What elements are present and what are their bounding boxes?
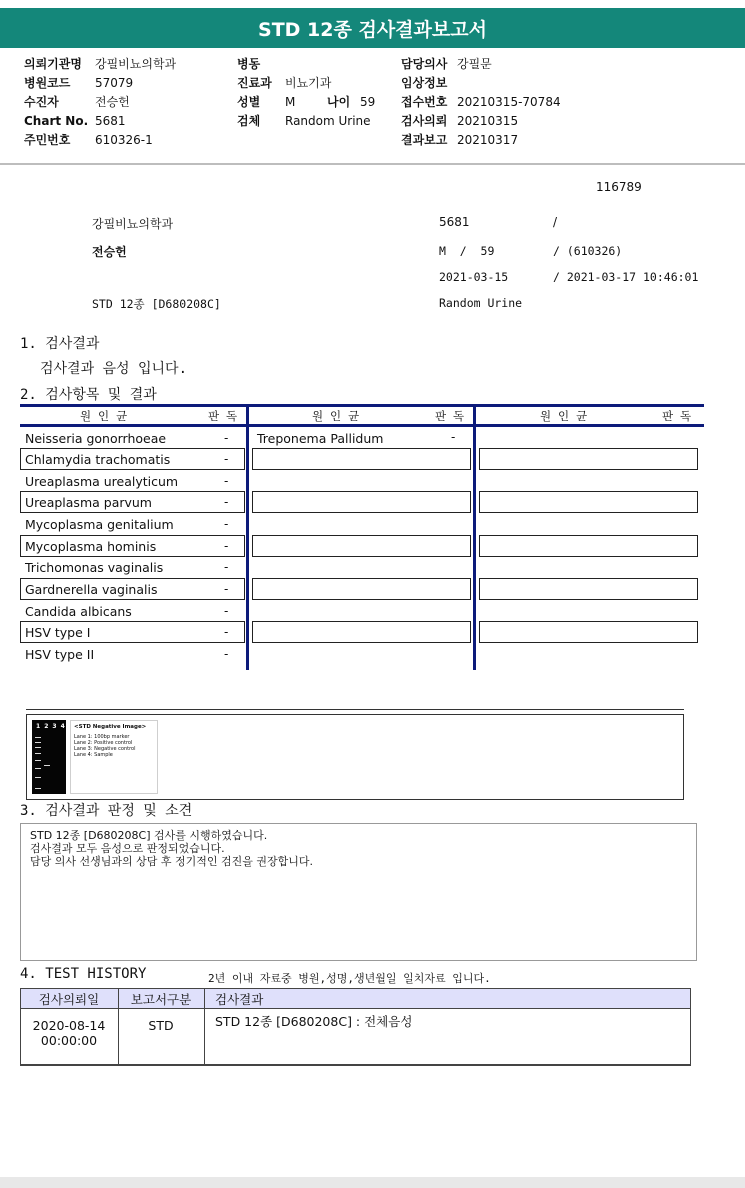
header-label: 주민번호: [24, 133, 71, 147]
lane-number: 2: [44, 723, 53, 730]
section2-title: 2. 검사항목 및 결과: [20, 387, 157, 403]
table-row-box: [479, 578, 698, 600]
header-row: [24, 55, 234, 74]
gel-image: [32, 720, 69, 794]
gel-bands: [32, 720, 66, 794]
table-row-box: [252, 491, 471, 513]
history-header-date: 검사의뢰일: [38, 992, 100, 1007]
history-col-divider: [204, 988, 205, 1066]
pathogen-name: Treponema Pallidum: [257, 431, 384, 446]
id-number: 116789: [596, 180, 642, 194]
pathogen-result: -: [224, 474, 229, 488]
pathogen-result: -: [224, 560, 229, 574]
info-test: STD 12종 [D680208C]: [92, 297, 221, 311]
gel-legend-line: Lane 4: Sample: [74, 752, 113, 758]
header-row: [237, 55, 397, 74]
header-label: 병동: [237, 57, 261, 71]
opinion-line: STD 12종 [D680208C] 검사를 시행하였습니다.: [30, 829, 268, 842]
header-label: 임상정보: [401, 76, 448, 90]
header-value: 610326-1: [95, 133, 153, 147]
table-row-box: [252, 535, 471, 557]
gel-legend-title: <STD Negative Image>: [74, 724, 147, 730]
opinion-line: 담당 의사 선생님과의 상담 후 정기적인 검진을 권장합니다.: [30, 855, 313, 868]
header-label: 담당의사: [401, 57, 448, 71]
pathogen-result: -: [451, 430, 456, 444]
age-label: 나이: [327, 95, 351, 109]
table-row-box: [479, 535, 698, 557]
header-row: [401, 74, 601, 93]
pathogen-name: HSV type I: [25, 625, 91, 640]
pathogen-name: Candida albicans: [25, 604, 132, 619]
pathogen-result: -: [224, 539, 229, 553]
header-row: [401, 131, 601, 150]
history-header-type: 보고서구분: [130, 992, 192, 1007]
pathogen-result: -: [224, 431, 229, 445]
info-slash: /: [553, 215, 558, 229]
header-row: [237, 93, 397, 112]
table-row-box: [479, 621, 698, 643]
opinion-box: [20, 823, 697, 961]
lane-number: 3: [52, 723, 61, 730]
history-type: STD: [148, 1018, 174, 1033]
pathogen-result: -: [224, 582, 229, 596]
header-row: [24, 74, 234, 93]
header-label: 접수번호: [401, 95, 448, 109]
pathogen-result: -: [224, 625, 229, 639]
header-value: Random Urine: [285, 114, 371, 128]
header-value: 20210315-70784: [457, 95, 561, 109]
header-value: 전승헌: [95, 95, 130, 109]
header-col2: [237, 55, 397, 131]
header-value: 비뇨기과: [285, 76, 332, 90]
pathogen-name: Ureaplasma parvum: [25, 495, 152, 510]
header-value: 강필비뇨의학과: [95, 57, 177, 71]
history-time: 00:00:00: [40, 1033, 98, 1048]
lane-number: 4: [60, 723, 69, 730]
pathogen-result: -: [224, 604, 229, 618]
table-header-pathogen: 원 인 균: [80, 409, 128, 423]
table-header-rule: [20, 424, 704, 427]
opinion-line: 검사결과 모두 음성으로 판정되었습니다.: [30, 842, 225, 855]
header-value: 57079: [95, 76, 134, 90]
info-specimen: Random Urine: [439, 296, 523, 310]
lane-number: 1: [36, 723, 45, 730]
section1-summary: 검사결과 음성 입니다.: [40, 361, 188, 377]
history-date: 2020-08-14: [32, 1018, 106, 1033]
header-row: [401, 93, 601, 112]
section4-note: 2년 이내 자료중 병원,성명,생년월일 일치자료 입니다.: [208, 972, 491, 985]
table-header-judgement: 판 독: [208, 409, 238, 423]
header-row: [401, 112, 601, 131]
table-header-pathogen: 원 인 균: [540, 409, 588, 423]
pathogen-name: Mycoplasma hominis: [25, 539, 157, 554]
section1-title: 1. 검사결과: [20, 336, 100, 352]
header-label: 성별: [237, 95, 261, 109]
info-birth: / (610326): [553, 244, 623, 258]
table-top-rule: [20, 404, 704, 407]
pathogen-result: -: [224, 452, 229, 466]
image-top-rule: [26, 709, 684, 710]
pathogen-name: HSV type II: [25, 647, 95, 662]
section4-title: 4. TEST HISTORY: [20, 966, 147, 982]
table-row-box: [252, 578, 471, 600]
table-header-pathogen: 원 인 균: [312, 409, 360, 423]
history-result: STD 12종 [D680208C] : 전체음성: [215, 1014, 413, 1029]
table-row-box: [479, 448, 698, 470]
pathogen-name: Gardnerella vaginalis: [25, 582, 158, 597]
table-row-box: [252, 448, 471, 470]
header-label: 결과보고: [401, 133, 448, 147]
header-row: [24, 131, 234, 150]
gel-legend-line: Lane 3: Negative control: [74, 746, 136, 752]
header-row: [237, 112, 397, 131]
gel-legend-line: Lane 2: Positive control: [74, 740, 133, 746]
header-row: [237, 74, 397, 93]
table-header-judgement: 판 독: [662, 409, 692, 423]
age-value: 59: [360, 95, 376, 109]
header-divider: [0, 163, 745, 165]
info-name: 전승헌: [92, 245, 127, 259]
gel-legend-line: Lane 1: 100bp marker: [74, 734, 130, 740]
table-col-divider: [246, 404, 249, 670]
table-header-judgement: 판 독: [435, 409, 465, 423]
header-label: Chart No.: [24, 114, 89, 128]
history-table: [20, 988, 691, 1066]
header-col3: [401, 55, 601, 150]
pathogen-result: -: [224, 517, 229, 531]
table-row-box: [479, 491, 698, 513]
table-col-divider: [473, 404, 476, 670]
pathogen-name: Neisseria gonorrhoeae: [25, 431, 167, 446]
history-header-result: 검사결과: [215, 992, 264, 1007]
header-label: 검사의뢰: [401, 114, 448, 128]
page-bottom-band: [0, 1177, 745, 1188]
pathogen-name: Trichomonas vaginalis: [25, 560, 164, 575]
header-value: 강필문: [457, 57, 492, 71]
info-request-date: 2021-03-15: [439, 270, 509, 284]
header-label: 병원코드: [24, 76, 71, 90]
header-value: M: [285, 95, 296, 109]
info-report-date: / 2021-03-17 10:46:01: [553, 270, 699, 284]
header-value: 20210315: [457, 114, 519, 128]
pathogen-result: -: [224, 495, 229, 509]
info-hospital: 강필비뇨의학과: [92, 217, 174, 231]
header-value: 20210317: [457, 133, 519, 147]
header-value: 5681: [95, 114, 126, 128]
header-label: 수진자: [24, 95, 59, 109]
pathogen-result: -: [224, 647, 229, 661]
header-row: [401, 55, 601, 74]
header-col1: [24, 55, 234, 150]
gel-legend: [70, 720, 158, 794]
pathogen-name: Mycoplasma genitalium: [25, 517, 174, 532]
header-label: 검체: [237, 114, 261, 128]
header-label: 진료과: [237, 76, 272, 90]
info-chart: 5681: [439, 215, 470, 229]
report-title: STD 12종 검사결과보고서: [0, 8, 745, 48]
header-row: [24, 93, 234, 112]
pathogen-name: Chlamydia trachomatis: [25, 452, 171, 467]
pathogen-name: Ureaplasma urealyticum: [25, 474, 179, 489]
header-label: 의뢰기관명: [24, 57, 82, 71]
header-row: [24, 112, 234, 131]
table-row-box: [252, 621, 471, 643]
section3-title: 3. 검사결과 판정 및 소견: [20, 803, 193, 819]
info-sex-age: M / 59: [439, 244, 495, 258]
